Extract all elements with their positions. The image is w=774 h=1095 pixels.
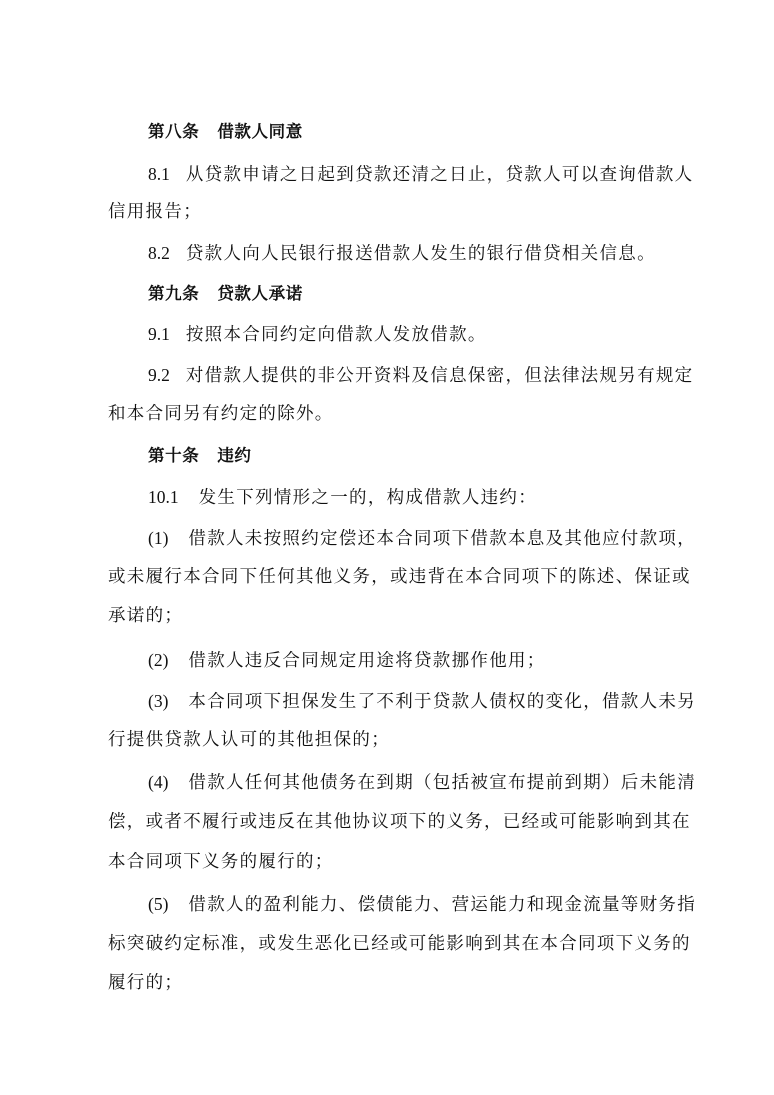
clause-8-1 [148, 162, 693, 187]
article-10-heading [148, 444, 252, 468]
clause-9-2-number: 9.2 [148, 365, 170, 385]
article-10-title: 违约 [217, 446, 252, 465]
clause-8-2-line-1: 贷款人向人民银行报送借款人发生的银行借贷相关信息。 [185, 244, 656, 264]
list-item-number: (5) [148, 894, 169, 914]
clause-9-2-line-2: 和本合同另有约定的除外。 [108, 404, 334, 424]
list-item-line: 本合同项下担保发生了不利于贷款人债权的变化，借款人未另 [188, 692, 697, 712]
list-item-number: (1) [148, 528, 169, 548]
clause-9-1 [148, 322, 487, 347]
list-item [148, 526, 696, 551]
clause-9-2 [148, 363, 693, 388]
list-item-line: 偿，或者不履行或违反在其他协议项下的义务，已经或可能影响到其在 [108, 812, 691, 832]
list-item [148, 689, 696, 714]
list-item-line: 或未履行本合同下任何其他义务，或违背在本合同项下的陈述、保证或 [108, 567, 691, 587]
article-9-number: 第九条 [148, 284, 200, 303]
list-item [148, 892, 696, 917]
list-item-line: 行提供贷款人认可的其他担保的； [108, 730, 390, 750]
list-item-line: 借款人未按照约定偿还本合同项下借款本息及其他应付款项， [188, 529, 697, 549]
clause-9-2-line-1: 对借款人提供的非公开资料及信息保密，但法律法规另有规定 [185, 366, 694, 386]
article-8-title: 借款人同意 [217, 122, 303, 141]
article-8-number: 第八条 [148, 122, 200, 141]
list-item-number: (2) [148, 650, 169, 670]
clause-10-1 [148, 485, 537, 510]
clause-8-2-number: 8.2 [148, 243, 170, 263]
list-item-line: 借款人的盈利能力、偿债能力、营运能力和现金流量等财务指 [188, 895, 697, 915]
list-item-line: 借款人违反合同规定用途将贷款挪作他用； [188, 651, 546, 671]
list-item-number: (3) [148, 691, 169, 711]
article-9-heading [148, 282, 303, 306]
article-8-heading [148, 120, 303, 144]
clause-10-1-number: 10.1 [148, 487, 179, 507]
article-10-number: 第十条 [148, 446, 200, 465]
list-item-line: 履行的； [108, 973, 184, 993]
list-item-number: (4) [148, 772, 169, 792]
list-item-line: 标突破约定标准，或发生恶化已经或可能影响到其在本合同项下义务的 [108, 934, 691, 954]
clause-8-1-line-1: 从贷款申请之日起到贷款还清之日止，贷款人可以查询借款人 [185, 165, 694, 185]
clause-8-2 [148, 241, 656, 266]
clause-10-1-line-1: 发生下列情形之一的，构成借款人违约： [198, 488, 538, 508]
clause-8-1-number: 8.1 [148, 164, 170, 184]
list-item [148, 770, 696, 795]
article-9-title: 贷款人承诺 [217, 284, 303, 303]
clause-8-1-line-2: 信用报告； [108, 202, 202, 222]
list-item-line: 借款人任何其他债务在到期（包括被宣布提前到期）后未能清 [188, 773, 697, 793]
list-item-line: 本合同项下义务的履行的； [108, 852, 334, 872]
list-item [148, 648, 546, 673]
list-item-line: 承诺的； [108, 606, 184, 626]
clause-9-1-line-1: 按照本合同约定向借款人发放借款。 [185, 325, 487, 345]
clause-9-1-number: 9.1 [148, 324, 170, 344]
